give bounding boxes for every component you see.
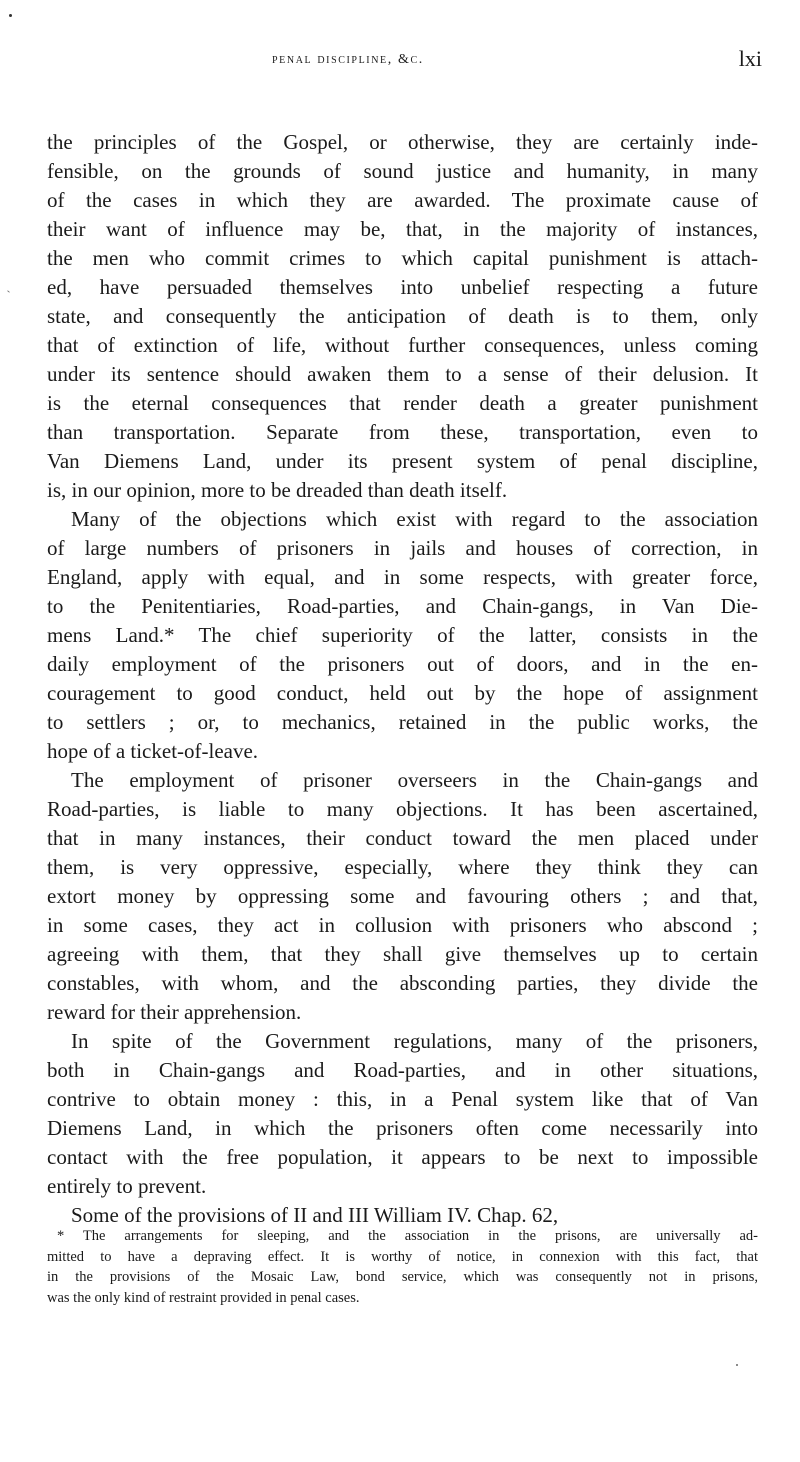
- text-line: that of extinction of life, without further consequences, unless coming: [47, 333, 758, 357]
- footnote-line: was the only kind of restraint provided in penal cases.: [47, 1289, 360, 1306]
- text-line: to settlers ; or, to mechanics, retained in the public works, the: [47, 710, 758, 734]
- paragraph: [47, 505, 758, 766]
- page-number: lxi: [738, 46, 762, 71]
- footnote-line: * The arrangements for sleeping, and the association in the prisons, are universally ad-: [57, 1228, 758, 1244]
- paragraph: [47, 1027, 758, 1201]
- footnote-line: mitted to have a depraving effect. It is worthy of notice, in connexion with this fact, that: [47, 1248, 758, 1265]
- text-line: contrive to obtain money : this, in a Penal system like that of Van: [47, 1087, 758, 1111]
- paragraph: [47, 766, 758, 1027]
- text-line: England, apply with equal, and in some respects, with greater force,: [47, 565, 758, 589]
- text-line: Diemens Land, in which the prisoners often come necessarily into: [47, 1116, 758, 1140]
- footnote-line: in the provisions of the Mosaic Law, bond service, which was consequently not in prisons,: [47, 1269, 758, 1285]
- scan-speck: [736, 1364, 738, 1366]
- text-line: than transportation. Separate from these, transportation, even to: [47, 420, 758, 444]
- text-line: agreeing with them, that they shall give themselves up to certain: [47, 942, 758, 966]
- text-line: of large numbers of prisoners in jails and houses of correction, in: [47, 536, 758, 560]
- body-text: [47, 128, 758, 1230]
- text-line: of the cases in which they are awarded. The proximate cause of: [47, 188, 758, 212]
- text-line: is, in our opinion, more to be dreaded than death itself.: [47, 478, 508, 502]
- text-line: hope of a ticket-of-leave.: [47, 739, 259, 763]
- text-line: entirely to prevent.: [47, 1174, 207, 1198]
- text-line: ed, have persuaded themselves into unbelief respecting a future: [47, 275, 758, 299]
- text-line: fensible, on the grounds of sound justice and humanity, in many: [47, 159, 758, 183]
- text-line: in some cases, they act in collusion with prisoners who abscond ;: [47, 913, 758, 937]
- text-line: under its sentence should awaken them to a sense of their delusion. It: [47, 362, 758, 386]
- running-title: penal discipline, &c.: [272, 52, 424, 67]
- text-line: Road-parties, is liable to many objections. It has been ascertained,: [47, 797, 758, 821]
- scan-speck: [7, 290, 10, 293]
- footnote: [47, 1226, 758, 1308]
- text-line: state, and consequently the anticipation of death is to them, only: [47, 304, 758, 328]
- text-line: daily employment of the prisoners out of doors, and in the en-: [47, 652, 758, 676]
- text-line: Some of the provisions of II and III William IV. Chap. 62,: [71, 1203, 559, 1227]
- text-line: extort money by oppressing some and favouring others ; and that,: [47, 884, 758, 908]
- text-line: reward for their apprehension.: [47, 1000, 302, 1024]
- text-line: The employment of prisoner overseers in the Chain-gangs and: [71, 768, 758, 792]
- text-line: them, is very oppressive, especially, where they think they can: [47, 855, 758, 879]
- text-line: to the Penitentiaries, Road-parties, and Chain-gangs, in Van Die-: [47, 594, 758, 618]
- text-line: couragement to good conduct, held out by the hope of assignment: [47, 681, 758, 705]
- text-line: is the eternal consequences that render death a greater punishment: [47, 391, 758, 415]
- text-line: their want of influence may be, that, in the majority of instances,: [47, 217, 758, 241]
- text-line: the men who commit crimes to which capital punishment is attach-: [47, 246, 758, 270]
- text-line: contact with the free population, it appears to be next to impossible: [47, 1145, 758, 1169]
- text-line: Van Diemens Land, under its present system of penal discipline,: [47, 449, 758, 473]
- text-line: the principles of the Gospel, or otherwise, they are certainly inde-: [47, 130, 758, 154]
- paragraph: [47, 128, 758, 505]
- text-line: mens Land.* The chief superiority of the latter, consists in the: [47, 623, 758, 647]
- text-line: Many of the objections which exist with regard to the association: [71, 507, 758, 531]
- text-line: both in Chain-gangs and Road-parties, and in other situations,: [47, 1058, 758, 1082]
- running-head: [0, 46, 800, 76]
- text-line: In spite of the Government regulations, many of the prisoners,: [71, 1029, 758, 1053]
- text-line: constables, with whom, and the absconding parties, they divide the: [47, 971, 758, 995]
- text-line: that in many instances, their conduct toward the men placed under: [47, 826, 758, 850]
- scan-speck: [9, 14, 12, 17]
